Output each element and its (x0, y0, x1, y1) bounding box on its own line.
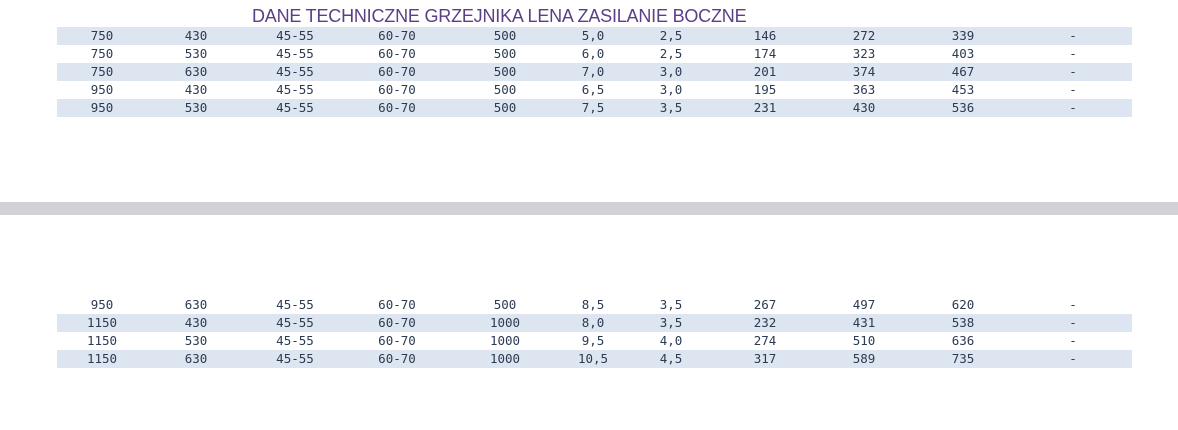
table-cell: 750 (90, 28, 114, 43)
table-cell: 530 (184, 46, 208, 61)
table-cell: 3,5 (659, 297, 683, 312)
table-cell: - (1069, 333, 1077, 348)
table-cell: 500 (493, 28, 517, 43)
table-cell: 5,0 (581, 28, 605, 43)
table-cell: 500 (493, 100, 517, 115)
table-cell: 45-55 (276, 46, 314, 61)
table-cell: 272 (852, 28, 876, 43)
table-cell: 589 (852, 351, 876, 366)
table-cell: 8,0 (581, 315, 605, 330)
table-cell: 636 (951, 333, 975, 348)
table-cell: 431 (852, 315, 876, 330)
table-cell: 7,5 (581, 100, 605, 115)
table-cell: 45-55 (276, 82, 314, 97)
table-cell: 620 (951, 297, 975, 312)
table-cell: 430 (184, 82, 208, 97)
table-cell: 174 (753, 46, 777, 61)
table-cell: 750 (90, 64, 114, 79)
table-cell: 530 (184, 100, 208, 115)
table-cell: 267 (753, 297, 777, 312)
table-cell: 6,0 (581, 46, 605, 61)
table-cell: 3,0 (659, 82, 683, 97)
table-cell: 8,5 (581, 297, 605, 312)
table-cell: 60-70 (378, 333, 416, 348)
table-cell: 1150 (86, 351, 118, 366)
table-cell: 1000 (489, 351, 521, 366)
spec-table-bottom (57, 296, 1132, 368)
table-cell: 2,5 (659, 28, 683, 43)
table-cell: 453 (951, 82, 975, 97)
table-row (57, 45, 1132, 63)
table-cell: 146 (753, 28, 777, 43)
table-cell: 45-55 (276, 333, 314, 348)
table-cell: - (1069, 315, 1077, 330)
table-cell: - (1069, 351, 1077, 366)
table-cell: 536 (951, 100, 975, 115)
table-cell: 497 (852, 297, 876, 312)
table-cell: 2,5 (659, 46, 683, 61)
table-cell: 60-70 (378, 46, 416, 61)
section-divider (0, 202, 1178, 215)
table-cell: 231 (753, 100, 777, 115)
table-cell: 45-55 (276, 64, 314, 79)
table-row (57, 27, 1132, 45)
table-cell: 60-70 (378, 315, 416, 330)
table-cell: 430 (184, 28, 208, 43)
table-cell: 45-55 (276, 315, 314, 330)
table-cell: - (1069, 297, 1077, 312)
table-cell: 60-70 (378, 64, 416, 79)
table-cell: 9,5 (581, 333, 605, 348)
table-cell: 1150 (86, 333, 118, 348)
table-cell: 201 (753, 64, 777, 79)
table-cell: 60-70 (378, 28, 416, 43)
table-cell: 500 (493, 297, 517, 312)
table-cell: - (1069, 100, 1077, 115)
table-cell: 60-70 (378, 351, 416, 366)
table-cell: 3,5 (659, 100, 683, 115)
table-cell: 274 (753, 333, 777, 348)
table-row (57, 296, 1132, 314)
table-cell: - (1069, 28, 1077, 43)
table-cell: 430 (184, 315, 208, 330)
table-cell: 4,0 (659, 333, 683, 348)
table-cell: 45-55 (276, 100, 314, 115)
table-cell: 500 (493, 46, 517, 61)
table-row (57, 81, 1132, 99)
table-cell: 374 (852, 64, 876, 79)
table-cell: 3,0 (659, 64, 683, 79)
table-cell: 4,5 (659, 351, 683, 366)
table-cell: 467 (951, 64, 975, 79)
table-cell: 430 (852, 100, 876, 115)
table-cell: 950 (90, 100, 114, 115)
table-row (57, 63, 1132, 81)
table-cell: 538 (951, 315, 975, 330)
page-title: DANE TECHNICZNE GRZEJNIKA LENA ZASILANIE BOCZNE (252, 6, 747, 26)
table-cell: 60-70 (378, 82, 416, 97)
table-cell: 510 (852, 333, 876, 348)
table-cell: 317 (753, 351, 777, 366)
table-cell: 339 (951, 28, 975, 43)
table-cell: 60-70 (378, 100, 416, 115)
table-cell: 10,5 (577, 351, 609, 366)
table-row (57, 332, 1132, 350)
table-cell: 3,5 (659, 315, 683, 330)
table-cell: 1150 (86, 315, 118, 330)
table-cell: 60-70 (378, 297, 416, 312)
table-cell: 6,5 (581, 82, 605, 97)
table-cell: 500 (493, 64, 517, 79)
table-cell: 500 (493, 82, 517, 97)
table-cell: 1000 (489, 315, 521, 330)
table-cell: 950 (90, 297, 114, 312)
table-cell: - (1069, 82, 1077, 97)
table-cell: 403 (951, 46, 975, 61)
table-cell: 530 (184, 333, 208, 348)
table-cell: 7,0 (581, 64, 605, 79)
table-cell: 195 (753, 82, 777, 97)
table-cell: 630 (184, 351, 208, 366)
table-cell: 750 (90, 46, 114, 61)
table-cell: 323 (852, 46, 876, 61)
table-row (57, 314, 1132, 332)
table-cell: 630 (184, 64, 208, 79)
table-cell: 950 (90, 82, 114, 97)
table-cell: - (1069, 64, 1077, 79)
table-cell: 45-55 (276, 351, 314, 366)
table-cell: 1000 (489, 333, 521, 348)
table-row (57, 99, 1132, 117)
table-cell: 630 (184, 297, 208, 312)
table-cell: 363 (852, 82, 876, 97)
table-row (57, 350, 1132, 368)
table-cell: 45-55 (276, 297, 314, 312)
table-cell: 232 (753, 315, 777, 330)
table-cell: 45-55 (276, 28, 314, 43)
table-cell: 735 (951, 351, 975, 366)
table-cell: - (1069, 46, 1077, 61)
spec-table-top (57, 27, 1132, 117)
